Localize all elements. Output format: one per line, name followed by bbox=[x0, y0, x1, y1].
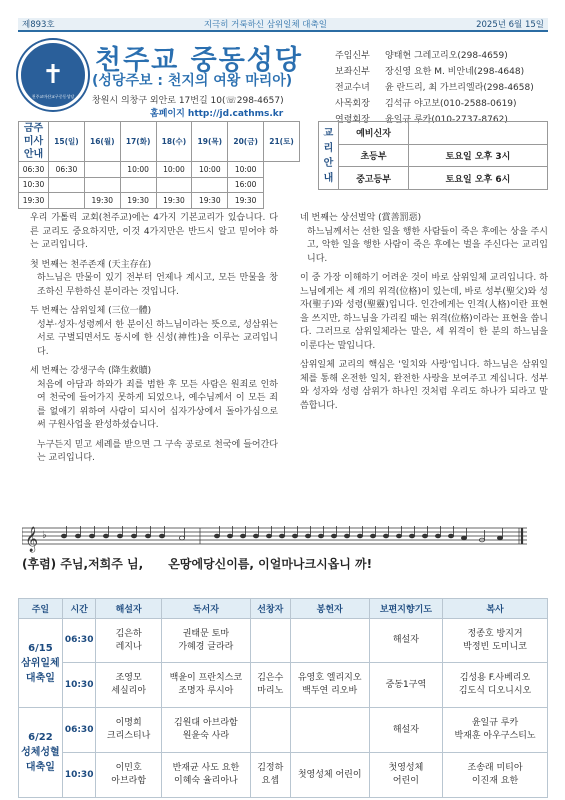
duty-row bbox=[19, 708, 548, 753]
mass-schedule-table bbox=[18, 121, 300, 209]
staff-role: 전교수녀 bbox=[335, 83, 370, 93]
duty-cantor: 김정하 요셉 bbox=[250, 753, 290, 798]
mass-time-cell: 10:00 bbox=[120, 162, 156, 178]
mass-time-cell: 19:30 bbox=[156, 193, 192, 209]
catechism-group: 예비신자 bbox=[339, 122, 409, 145]
note-head bbox=[117, 534, 122, 538]
bulletin-subtitle: (성당주보 : 천지의 여왕 마리아) bbox=[92, 73, 293, 89]
article-paragraph: 하느님은 만물이 있기 전부터 언제나 계시고, 모든 만물을 창조하신 무한하신 분이라는 것입니다. bbox=[37, 273, 278, 297]
duty-reader: 김원대 아브라함 원윤숙 사라 bbox=[161, 708, 250, 753]
mass-time-row bbox=[19, 177, 300, 193]
note-head bbox=[357, 534, 362, 538]
staff-list bbox=[335, 48, 534, 128]
mass-day-header: 17(화) bbox=[120, 122, 156, 162]
mass-day-header: 19(목) bbox=[192, 122, 228, 162]
mass-time-cell: 19:30 bbox=[192, 193, 228, 209]
duty-time: 06:30 bbox=[62, 708, 96, 753]
staff-role: 주임신부 bbox=[335, 51, 370, 61]
staff-role: 사목회장 bbox=[335, 99, 370, 109]
mass-time-row bbox=[19, 162, 300, 178]
mass-time-cell bbox=[49, 193, 85, 209]
duty-offertory bbox=[290, 708, 369, 753]
duty-row bbox=[19, 663, 548, 708]
note-head bbox=[227, 534, 232, 538]
mass-time-cell bbox=[156, 177, 192, 193]
staff-role: 보좌신부 bbox=[335, 67, 370, 77]
note-head bbox=[75, 534, 80, 538]
duty-time: 10:30 bbox=[62, 663, 96, 708]
homepage[interactable] bbox=[150, 106, 283, 119]
mass-time-cell bbox=[49, 177, 85, 193]
catechism-group: 중고등부 bbox=[339, 167, 409, 190]
article-heading: 네 번째는 상선벌악 (賞善罰惡) bbox=[300, 213, 422, 223]
note-head bbox=[159, 534, 164, 538]
note-head bbox=[61, 534, 66, 538]
note-head bbox=[370, 534, 375, 538]
duty-commentator: 이민호 아브라함 bbox=[96, 753, 161, 798]
feast-title: 지극히 거룩하신 삼위일체 대축일 bbox=[203, 20, 327, 30]
duty-reader: 반재균 사도 요한 이혜숙 율리아나 bbox=[161, 753, 250, 798]
mass-time-cell: 10:00 bbox=[228, 162, 264, 178]
duty-reader: 백윤이 프란치스코 조명자 루시아 bbox=[161, 663, 250, 708]
duty-cantor: 김은수 마리노 bbox=[250, 663, 290, 708]
catechism-table bbox=[318, 121, 548, 190]
catechism-label: 교 리 안 내 bbox=[319, 122, 339, 190]
note-head bbox=[279, 534, 284, 538]
homepage-label: 홈페이지 bbox=[150, 109, 185, 119]
article-paragraph: 삼위일체 교리의 핵심은 '일치와 사랑'입니다. 하느님은 삼위일체를 통해 온전한 일치, 완전한 사랑을 보여주고 계십니다. 성부와 성자와 성령 삼위가 하나인 것처럼 우리도 하나가 되라고 말씀합니다. bbox=[300, 360, 548, 411]
note-head bbox=[253, 534, 258, 538]
duty-reader: 권태문 토마 가혜경 글라라 bbox=[161, 619, 250, 663]
catechism-row bbox=[319, 144, 548, 167]
mass-schedule-label: 금주 미사 안내 bbox=[19, 122, 49, 162]
duty-date-label: 6/15 삼위일체 대축일 bbox=[19, 619, 63, 708]
duty-header: 선창자 bbox=[250, 599, 290, 619]
staff-name: 장신영 요한 M. 비안네(298-4648) bbox=[385, 67, 525, 77]
note-head bbox=[344, 534, 349, 538]
mass-time-cell: 19:30 bbox=[84, 193, 120, 209]
mass-time-row bbox=[19, 193, 300, 209]
note-head bbox=[396, 534, 401, 538]
article-heading: 첫 번째는 천주존재 (天主存在) bbox=[30, 259, 152, 270]
note-head bbox=[292, 534, 297, 538]
refrain-label: (후렴) bbox=[22, 557, 57, 571]
mass-time-cell bbox=[84, 177, 120, 193]
note-head bbox=[422, 534, 427, 538]
catechism-time: 토요일 오후 6시 bbox=[409, 167, 548, 190]
note-head bbox=[497, 536, 502, 540]
staff-row bbox=[335, 96, 534, 112]
article-paragraph: 처음에 아담과 하와가 죄를 범한 후 모든 사람은 원죄로 인하여 천국에 들어가지 못하게 되었으나, 예수님께서 이 모든 죄를 없애기 위하여 사람이 되시어 십자가상에서 돌아가심으로써 구원사업을 완성하셨습니다. bbox=[37, 379, 278, 430]
duty-header: 독서자 bbox=[161, 599, 250, 619]
catechism-row bbox=[319, 122, 548, 145]
note-head bbox=[89, 534, 94, 538]
article-paragraph: 누구든지 믿고 세례를 받으면 그 구속 공로로 천국에 들어간다는 교리입니다. bbox=[37, 439, 278, 463]
duty-header: 주일 bbox=[19, 599, 63, 619]
top-bar bbox=[18, 18, 548, 32]
refrain-text: 주님,저희주 님, 온땅에당신이름, 이얼마나크시옵니 까! bbox=[60, 557, 373, 571]
duty-prayer: 해설자 bbox=[369, 708, 442, 753]
staff-name: 윤 란드리, 최 가브리엘라(298-4658) bbox=[385, 83, 534, 93]
article-heading: 세 번째는 강생구속 (降生救贖) bbox=[30, 366, 152, 376]
duty-row bbox=[19, 753, 548, 798]
duty-prayer: 중동1구역 bbox=[369, 663, 442, 708]
refrain-lyrics bbox=[22, 555, 547, 572]
mass-time-cell: 10:00 bbox=[156, 162, 192, 178]
staff-row bbox=[335, 48, 534, 64]
note-head bbox=[240, 534, 245, 538]
duty-header: 복사 bbox=[443, 599, 548, 619]
note-head bbox=[214, 534, 219, 538]
mass-time-cell: 10:00 bbox=[192, 162, 228, 178]
article-paragraph: 성부·성자·성령께서 한 분이신 하느님이라는 뜻으로, 성삼위는 서로 구별되면서도 동시에 한 신성(神性)을 이루는 교리입니다. bbox=[37, 319, 278, 357]
note-head bbox=[461, 536, 466, 540]
duty-header: 봉헌자 bbox=[290, 599, 369, 619]
homepage-link[interactable]: http://jd.cathms.kr bbox=[187, 109, 284, 119]
duty-offertory bbox=[290, 619, 369, 663]
note-head bbox=[383, 534, 388, 538]
duty-header: 해설자 bbox=[96, 599, 161, 619]
duty-header: 보편지향기도 bbox=[369, 599, 442, 619]
issue-date: 2025년 6월 15일 bbox=[476, 20, 544, 30]
duty-prayer: 해설자 bbox=[369, 619, 442, 663]
mass-time-cell: 10:30 bbox=[19, 177, 49, 193]
flat-icon: ♭ bbox=[42, 530, 47, 541]
duty-server: 조송래 미티아 이진재 요한 bbox=[443, 753, 548, 798]
mass-time-cell bbox=[120, 177, 156, 193]
duty-time: 06:30 bbox=[62, 619, 96, 663]
duty-cantor bbox=[250, 708, 290, 753]
duty-row bbox=[19, 619, 548, 663]
note-head bbox=[318, 534, 323, 538]
duty-prayer: 첫영성체 어린이 bbox=[369, 753, 442, 798]
staff-name: 김석규 야고보(010-2588-0619) bbox=[385, 99, 517, 109]
mass-day-header: 20(금) bbox=[228, 122, 264, 162]
treble-clef-icon: 𝄞 bbox=[25, 527, 39, 552]
mass-time-cell: 06:30 bbox=[19, 162, 49, 178]
duty-time: 10:30 bbox=[62, 753, 96, 798]
catechism-row bbox=[319, 167, 548, 190]
mass-day-header: 18(수) bbox=[156, 122, 192, 162]
mass-time-cell: 19:30 bbox=[228, 193, 264, 209]
duty-date-label: 6/22 성체성혈 대축일 bbox=[19, 708, 63, 798]
mass-time-cell bbox=[84, 162, 120, 178]
catechism-time bbox=[409, 122, 548, 145]
note-head bbox=[179, 536, 184, 540]
article-paragraph: 하느님께서는 선한 일을 행한 사람들이 죽은 후에는 상을 주시고, 악한 일을 행한 사람이 죽은 후에는 벌을 주신다는 교리입니다. bbox=[307, 226, 548, 264]
duty-server: 정종호 방지거 박정빈 도미니코 bbox=[443, 619, 548, 663]
note-head bbox=[435, 534, 440, 538]
note-head bbox=[448, 534, 453, 538]
duty-offertory: 유영호 엘리지오 백두연 리오바 bbox=[290, 663, 369, 708]
mass-time-cell bbox=[192, 177, 228, 193]
article-paragraph: 우리 가톨릭 교회(천주교)에는 4가지 기본교리가 있습니다. 다른 교리도 중요하지만, 이것 4가지만은 반드시 알고 믿어야 하는 교리입니다. bbox=[30, 213, 278, 250]
logo-text: 천주교마산교구중동성당 bbox=[31, 94, 75, 99]
article-left-column bbox=[30, 212, 278, 472]
duty-server: 윤일규 루카 박재훈 아우구스티노 bbox=[443, 708, 548, 753]
note-head bbox=[331, 534, 336, 538]
issue-number: 제893호 bbox=[22, 20, 55, 30]
mass-time-cell: 06:30 bbox=[49, 162, 85, 178]
article-heading: 두 번째는 삼위일체 (三位一體) bbox=[30, 306, 152, 316]
duty-commentator: 김은하 레지나 bbox=[96, 619, 161, 663]
parish-name: 천주교 중동성당 bbox=[95, 45, 303, 76]
mass-day-header: 21(토) bbox=[264, 122, 300, 162]
duty-commentator: 조영모 세실리아 bbox=[96, 663, 161, 708]
note-head bbox=[266, 534, 271, 538]
note-head bbox=[103, 534, 108, 538]
mass-time-cell: 19:30 bbox=[120, 193, 156, 209]
note-head bbox=[409, 534, 414, 538]
mass-day-header: 16(월) bbox=[84, 122, 120, 162]
staff-row bbox=[335, 80, 534, 96]
article-paragraph: 이 중 가장 이해하기 어려운 것이 바로 삼위일체 교리입니다. 하느님에게는 세 개의 위격(位格)이 있는데, 바로 성부(聖父)와 성자(聖子)와 성령(聖靈)입니다. 인간에게는 인격(人格)이란 표현을 쓰지만, 하느님을 가리킬 때는 위격(位格)이라는 표현을 씁니다. 그러므로 삼위일체라는 말은, 세 위격이 한 분의 하느님을 이룬다는 말입니다. bbox=[300, 273, 548, 351]
note-head bbox=[145, 534, 150, 538]
note-head bbox=[305, 534, 310, 538]
duty-cantor bbox=[250, 619, 290, 663]
mass-time-cell: 16:00 bbox=[228, 177, 264, 193]
mass-day-header: 15(일) bbox=[49, 122, 85, 162]
note-head bbox=[131, 534, 136, 538]
parish-logo bbox=[18, 40, 88, 110]
duty-offertory: 첫영성체 어린이 bbox=[290, 753, 369, 798]
catechism-group: 초등부 bbox=[339, 144, 409, 167]
duty-server: 김성용 F.사베리오 김도식 디오니시오 bbox=[443, 663, 548, 708]
article-right-column bbox=[300, 212, 548, 419]
parish-address: 창원시 의창구 외안로 17번길 10(☏298-4657) bbox=[92, 96, 284, 106]
staff-row bbox=[335, 64, 534, 80]
liturgy-duty-table bbox=[18, 598, 548, 798]
staff-name: 양태현 그레고리오(298-4659) bbox=[385, 51, 508, 61]
cross-icon: ✝ bbox=[42, 60, 64, 90]
mass-time-cell: 19:30 bbox=[19, 193, 49, 209]
duty-commentator: 이명희 크리스티나 bbox=[96, 708, 161, 753]
staff-role: 연령회장 bbox=[335, 115, 370, 125]
catechism-time: 토요일 오후 3시 bbox=[409, 144, 548, 167]
staff-name: 윤일규 루카(010-2737-8762) bbox=[385, 115, 508, 125]
duty-header: 시간 bbox=[62, 599, 96, 619]
